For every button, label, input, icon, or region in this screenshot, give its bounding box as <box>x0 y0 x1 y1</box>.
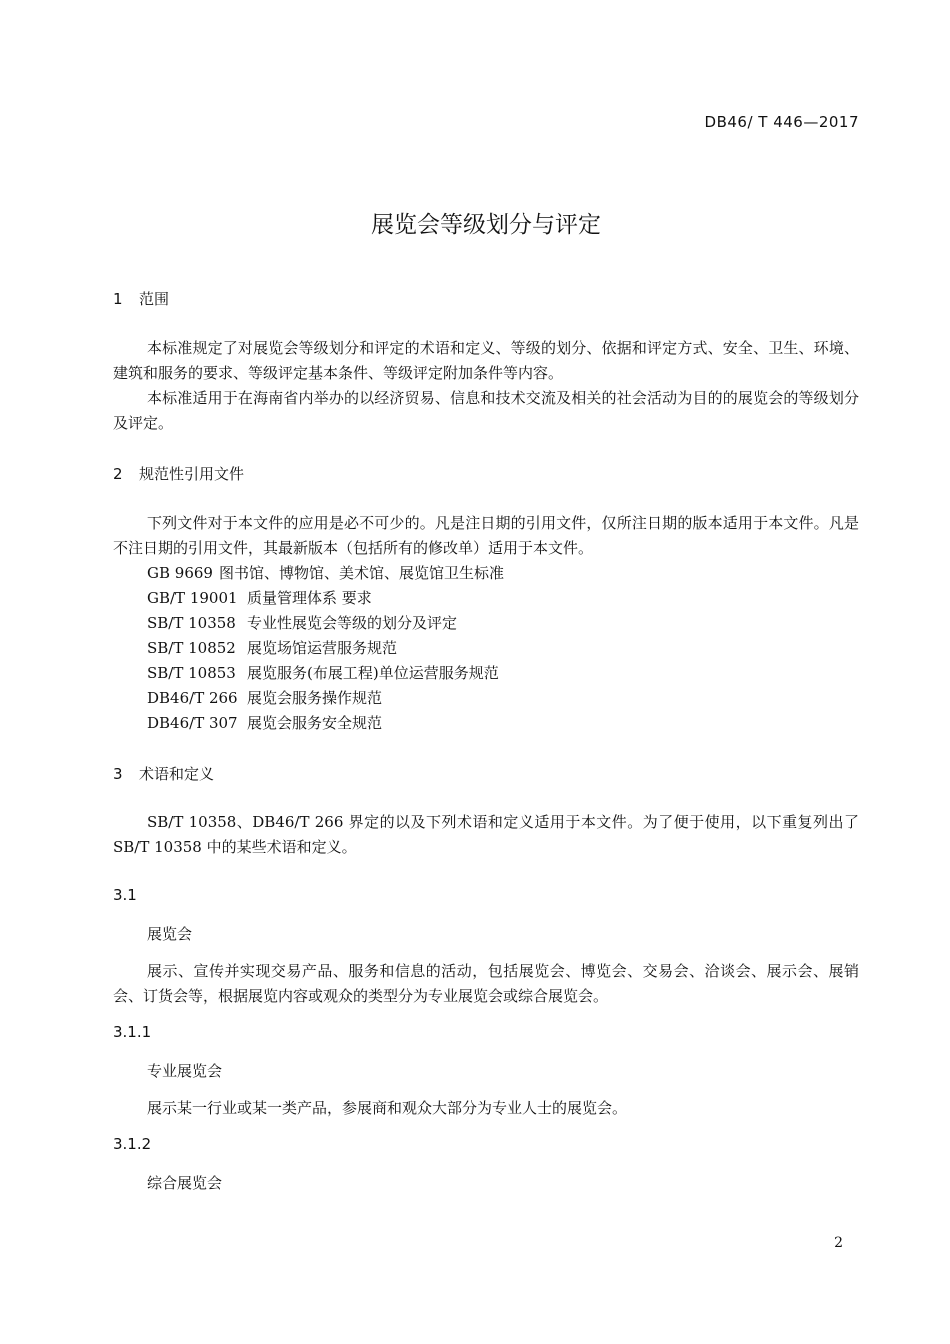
scope-paragraph-1: 本标准规定了对展览会等级划分和评定的术语和定义、等级的划分、依据和评定方式、安全、卫生、环境、建筑和服务的要求、等级评定基本条件、等级评定附加条件等内容。 <box>113 339 859 382</box>
term-name: 展览会 <box>147 925 193 943</box>
terms-intro: SB/T 10358、DB46/T 266 界定的以及下列术语和定义适用于本文件。为了便于使用，以下重复列出了 SB/T 10358 中的某些术语和定义。 <box>113 813 859 856</box>
section-title: 术语和定义 <box>139 765 215 783</box>
reference-item <box>147 661 499 686</box>
term-definition: 展示某一行业或某一类产品，参展商和观众大部分为专业人士的展览会。 <box>147 1099 628 1117</box>
document-title: 展览会等级划分与评定 <box>371 212 601 238</box>
clause-number: 3.1.2 <box>113 1135 152 1153</box>
term-definition: 展示、宣传并实现交易产品、服务和信息的活动，包括展览会、博览会、交易会、洽谈会、展示会、展销会、订货会等，根据展览内容或观众的类型分为专业展览会或综合展览会。 <box>113 962 859 1005</box>
reference-title: 质量管理体系 要求 <box>247 589 372 607</box>
section-3-heading <box>113 763 214 784</box>
reference-code: GB 9669 <box>147 564 213 582</box>
section-1-heading <box>113 288 169 309</box>
scope-paragraph-2: 本标准适用于在海南省内举办的以经济贸易、信息和技术交流及相关的社会活动为目的的展览会的等级划分及评定。 <box>113 389 859 432</box>
reference-title: 展览服务(布展工程)单位运营服务规范 <box>247 664 499 682</box>
section-number: 1 <box>113 290 123 308</box>
reference-item <box>147 686 382 711</box>
reference-item <box>147 711 382 736</box>
reference-code: SB/T 10358 <box>147 614 236 632</box>
section-title: 范围 <box>139 290 170 308</box>
reference-title: 专业性展览会等级的划分及评定 <box>247 614 458 632</box>
reference-title: 图书馆、博物馆、美术馆、展览馆卫生标准 <box>218 564 504 582</box>
section-number: 2 <box>113 465 123 483</box>
page-number: 2 <box>834 1235 843 1251</box>
term-name: 专业展览会 <box>147 1062 223 1080</box>
section-2-heading <box>113 463 244 484</box>
clause-number: 3.1 <box>113 886 137 904</box>
standard-code: DB46/ T 446—2017 <box>704 113 859 131</box>
reference-title: 展览会服务安全规范 <box>247 714 383 732</box>
section-title: 规范性引用文件 <box>139 465 245 483</box>
reference-item <box>147 636 397 661</box>
reference-title: 展览会服务操作规范 <box>247 689 383 707</box>
reference-code: DB46/T 307 <box>147 714 238 732</box>
reference-code: GB/T 19001 <box>147 589 238 607</box>
reference-item <box>147 586 372 611</box>
reference-code: DB46/T 266 <box>147 689 238 707</box>
section-number: 3 <box>113 765 123 783</box>
reference-code: SB/T 10853 <box>147 664 236 682</box>
clause-number: 3.1.1 <box>113 1023 152 1041</box>
reference-item <box>147 561 504 586</box>
reference-title: 展览场馆运营服务规范 <box>247 639 398 657</box>
normative-intro: 下列文件对于本文件的应用是必不可少的。凡是注日期的引用文件，仅所注日期的版本适用于本文件。凡是不注日期的引用文件，其最新版本（包括所有的修改单）适用于本文件。 <box>113 514 859 557</box>
reference-item <box>147 611 457 636</box>
term-name: 综合展览会 <box>147 1174 223 1192</box>
reference-code: SB/T 10852 <box>147 639 236 657</box>
